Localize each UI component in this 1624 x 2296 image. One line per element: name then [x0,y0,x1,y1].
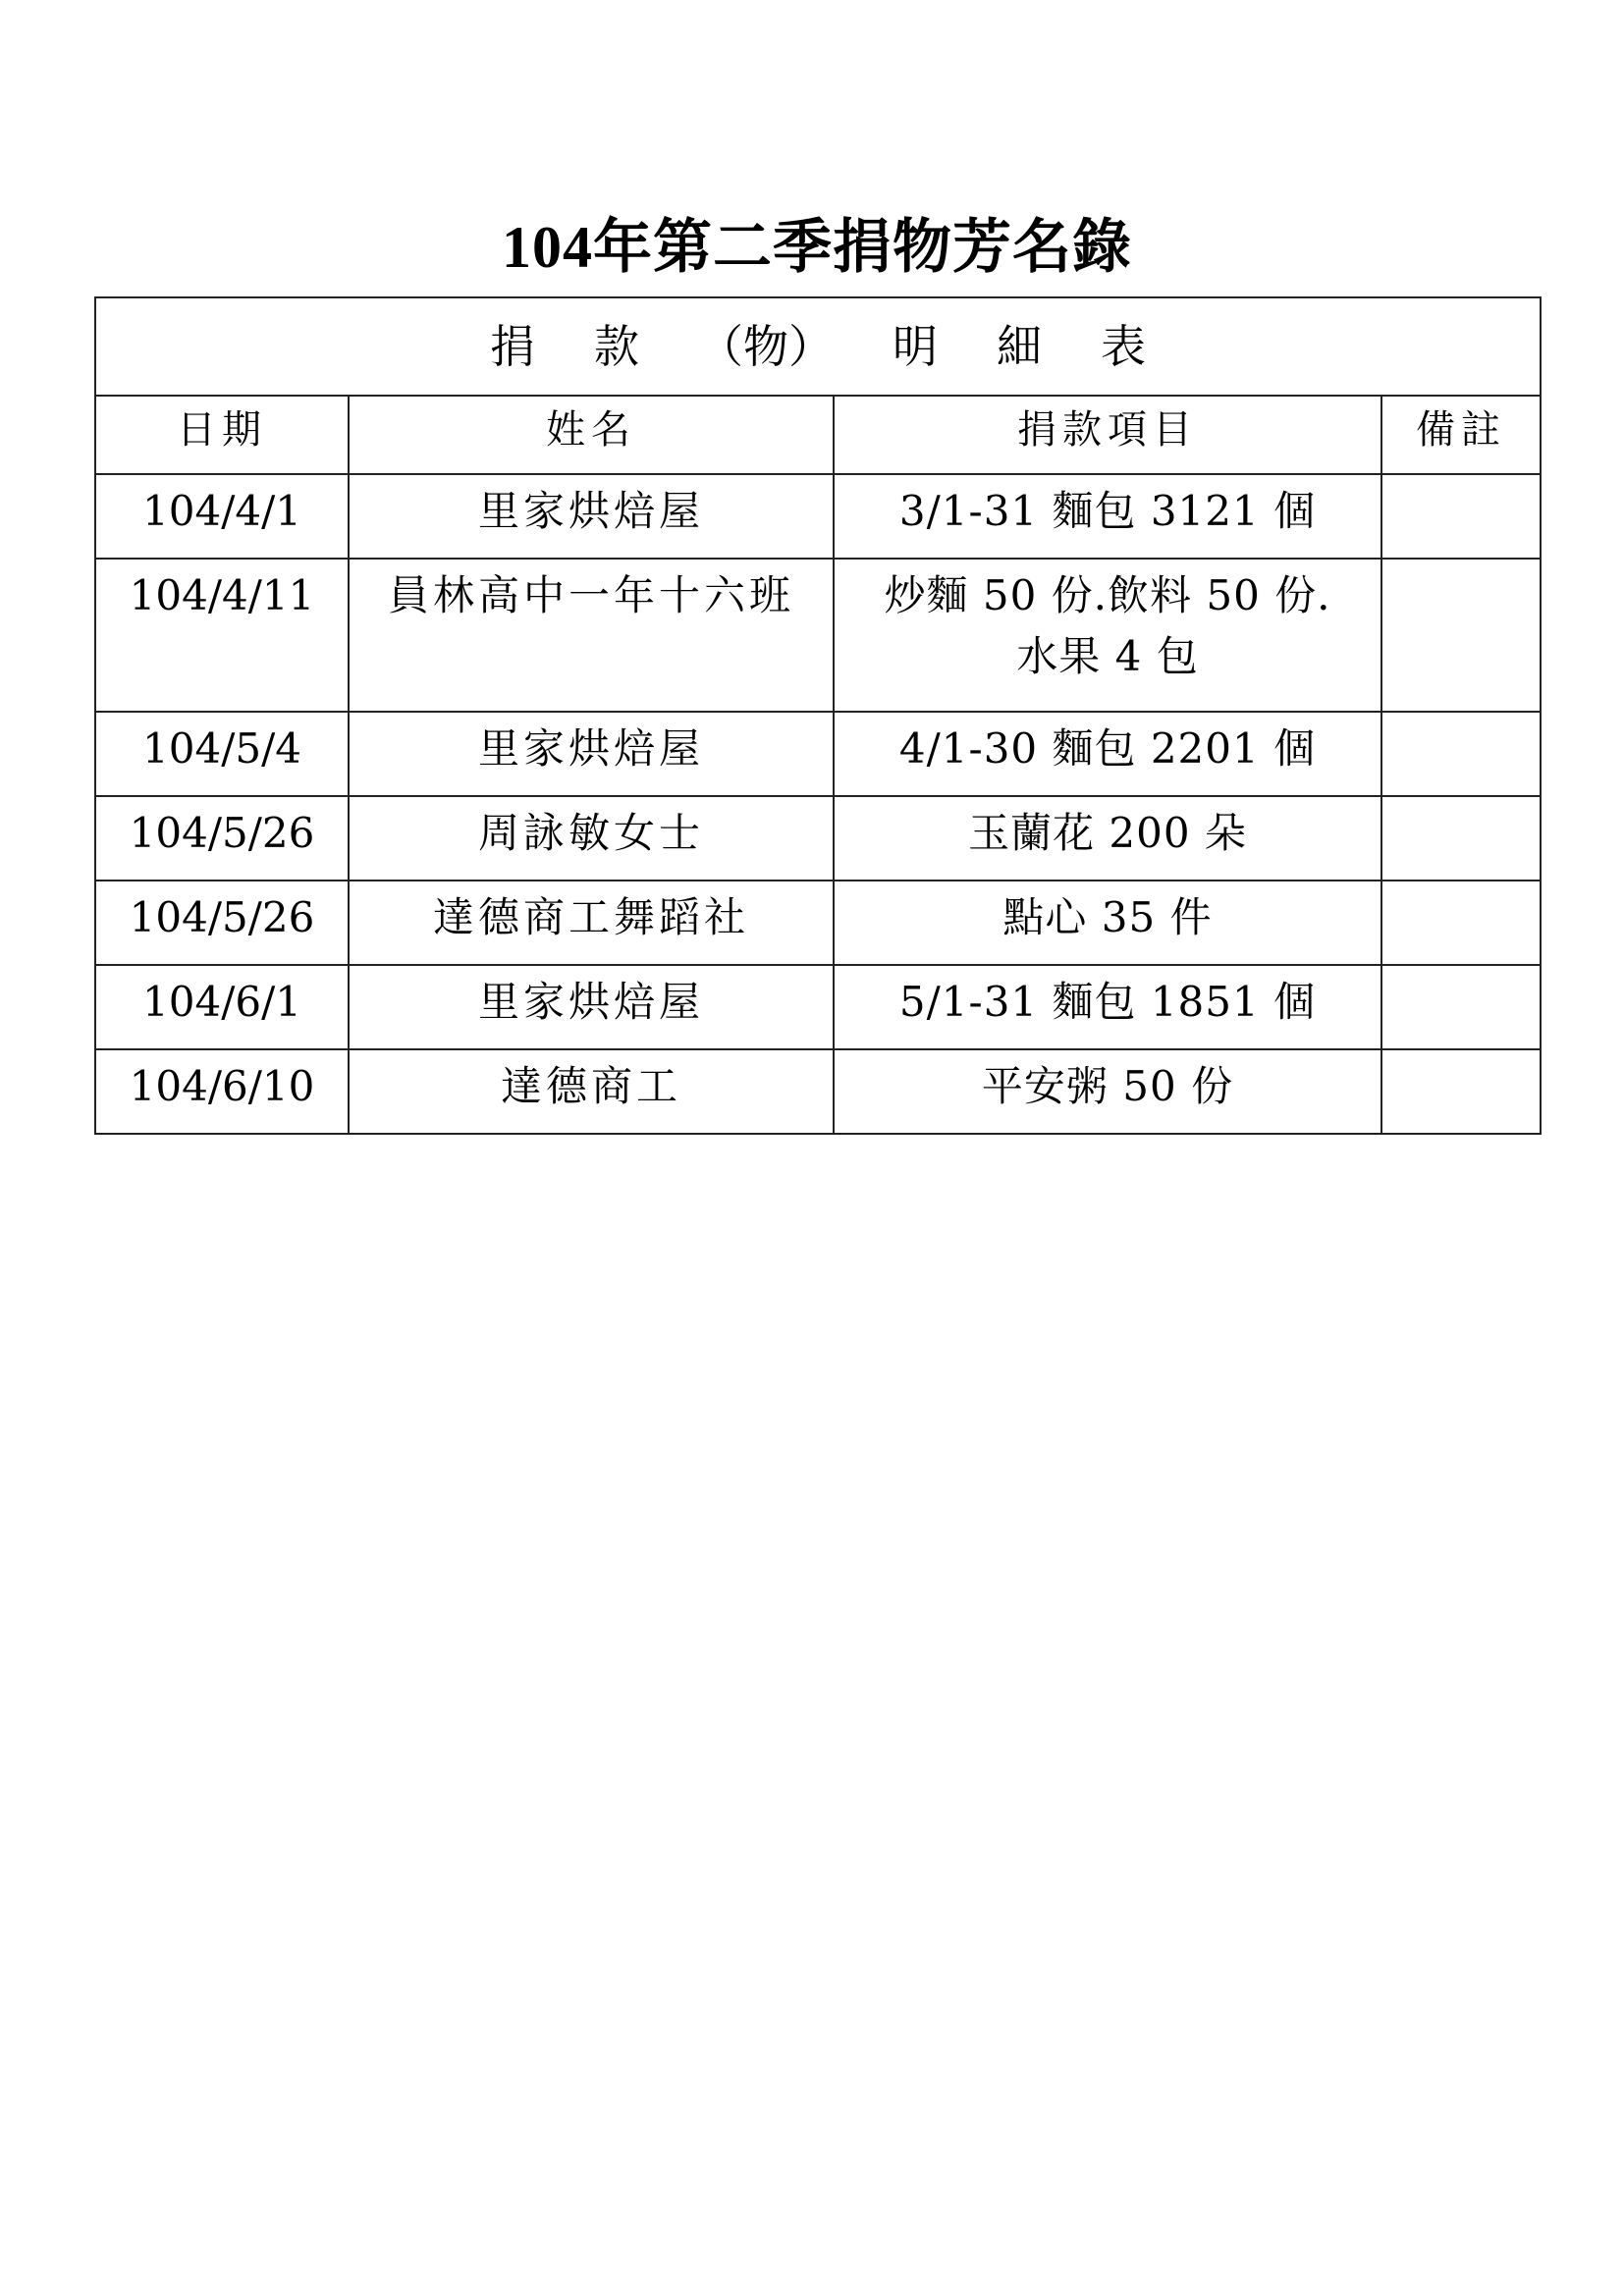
item-cell: 5/1-31 麵包 1851 個 [834,965,1381,1049]
table-header-row [95,396,1541,474]
banner-char: 細 [997,320,1042,373]
table-row [95,1049,1541,1134]
item-cell: 玉蘭花 200 朵 [834,796,1381,881]
name-cell: 周詠敏女士 [349,796,834,881]
item-cell: 3/1-31 麵包 3121 個 [834,474,1381,559]
banner-char: 明 [893,320,938,373]
table-body [95,474,1541,1134]
table-row [95,796,1541,881]
table-banner-row [95,297,1541,396]
table-row [95,474,1541,559]
date-cell: 104/6/1 [95,965,349,1049]
date-cell: 104/5/26 [95,881,349,965]
item-cell: 4/1-30 麵包 2201 個 [834,712,1381,796]
table-row [95,559,1541,712]
note-cell [1381,965,1541,1049]
note-cell [1381,559,1541,712]
table-row [95,965,1541,1049]
item-cell: 點心 35 件 [834,881,1381,965]
date-cell: 104/5/4 [95,712,349,796]
banner-char: 款 [594,320,639,373]
column-header-date: 日期 [95,396,349,474]
name-cell: 達德商工 [349,1049,834,1134]
note-cell [1381,881,1541,965]
column-header-note: 備註 [1381,396,1541,474]
banner-char: （物） [698,320,834,373]
note-cell [1381,1049,1541,1134]
column-header-name: 姓名 [349,396,834,474]
banner-char: 捐 [490,320,535,373]
note-cell [1381,712,1541,796]
name-cell: 里家烘焙屋 [349,712,834,796]
date-cell: 104/4/11 [95,559,349,712]
table-row [95,712,1541,796]
table-row [95,881,1541,965]
date-cell: 104/6/10 [95,1049,349,1134]
banner-char: 表 [1101,320,1146,373]
item-cell: 平安粥 50 份 [834,1049,1381,1134]
note-cell [1381,796,1541,881]
table-banner [95,297,1541,396]
name-cell: 達德商工舞蹈社 [349,881,834,965]
date-cell: 104/4/1 [95,474,349,559]
date-cell: 104/5/26 [95,796,349,881]
name-cell: 里家烘焙屋 [349,965,834,1049]
column-header-item: 捐款項目 [834,396,1381,474]
page-title: 104年第二季捐物芳名錄 [502,215,1132,280]
item-cell: 炒麵 50 份.飲料 50 份. 水果 4 包 [834,559,1381,712]
donation-table [94,296,1542,1135]
name-cell: 里家烘焙屋 [349,474,834,559]
note-cell [1381,474,1541,559]
name-cell: 員林高中一年十六班 [349,559,834,712]
